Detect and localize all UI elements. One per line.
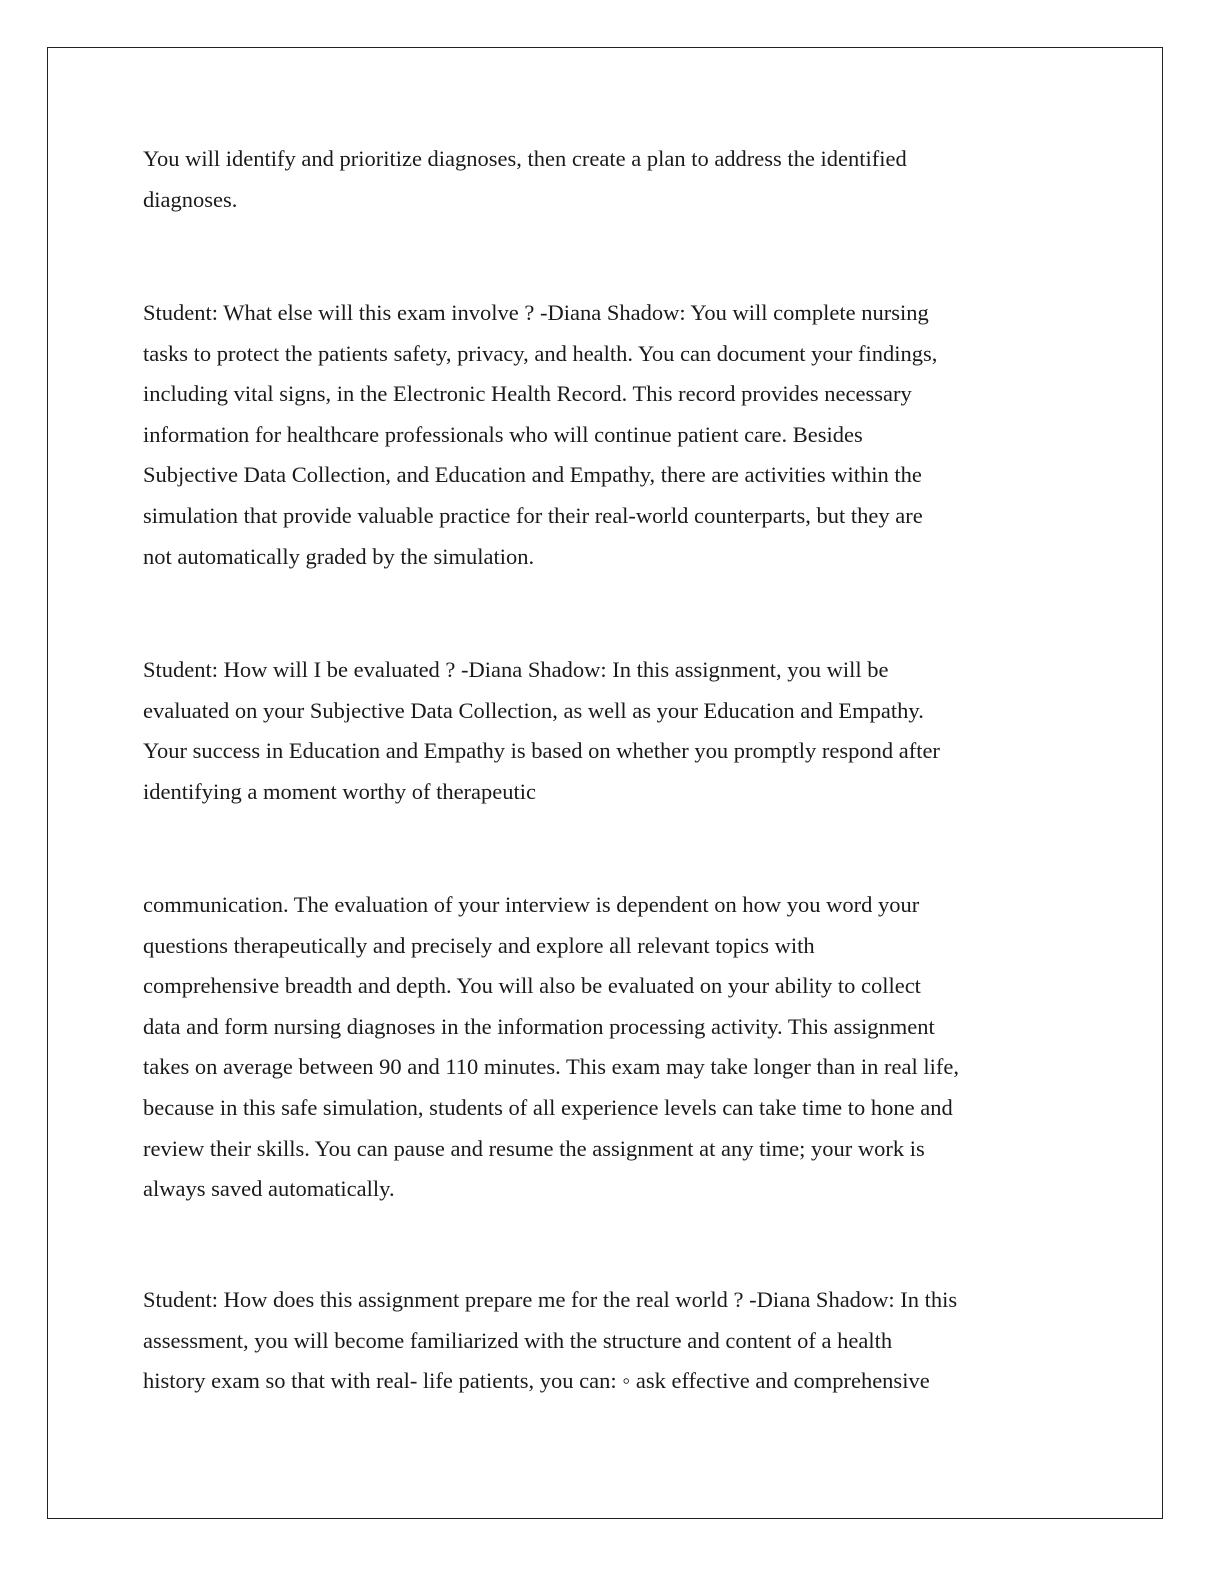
text-line: review their skills. You can pause and resume the assignment at any time; your work is [143, 1135, 925, 1161]
text-line: Your success in Education and Empathy is based on whether you promptly respond after [143, 738, 940, 764]
text-line: takes on average between 90 and 110 minutes. This exam may take longer than in real life, [143, 1054, 959, 1080]
text-line: Subjective Data Collection, and Education and Empathy, there are activities within the [143, 462, 922, 488]
text-line: Student: How will I be evaluated ? -Diana Shadow: In this assignment, you will be [143, 657, 889, 682]
paragraph-diagnoses-plan [143, 139, 907, 220]
text-line: always saved automatically. [143, 1176, 395, 1202]
text-line: assessment, you will become familiarized with the structure and content of a health [143, 1327, 893, 1353]
text-line: questions therapeutically and precisely and explore all relevant topics with [143, 932, 815, 958]
paragraph-evaluation [143, 650, 940, 812]
text-line: data and form nursing diagnoses in the information processing activity. This assignment [143, 1013, 935, 1039]
text-line: identifying a moment worthy of therapeutic [143, 778, 537, 804]
text-line: not automatically graded by the simulation. [143, 543, 535, 569]
text-line: Student: What else will this exam involve ? -Diana Shadow: You will complete nursing [143, 300, 929, 325]
text-line: tasks to protect the patients safety, privacy, and health. You can document your findings, [143, 340, 938, 366]
paragraph-exam-involve [143, 293, 937, 577]
text-line: information for healthcare professionals who will continue patient care. Besides [143, 421, 863, 447]
paragraph-real-world [143, 1280, 957, 1402]
paragraph-communication [143, 885, 959, 1210]
text-line: because in this safe simulation, students of all experience levels can take time to hone and [143, 1094, 953, 1120]
text-line: comprehensive breadth and depth. You will also be evaluated on your ability to collect [143, 973, 921, 999]
text-line: You will identify and prioritize diagnoses, then create a plan to address the identified [143, 146, 907, 171]
text-line: Student: How does this assignment prepare me for the real world ? -Diana Shadow: In this [143, 1287, 958, 1312]
text-line: simulation that provide valuable practice for their real-world counterparts, but they are [143, 502, 923, 528]
text-line: communication. The evaluation of your interview is dependent on how you word your [143, 892, 920, 917]
text-line: evaluated on your Subjective Data Collection, as well as your Education and Empathy. [143, 697, 924, 723]
text-line: including vital signs, in the Electronic Health Record. This record provides necessary [143, 381, 912, 407]
text-line: diagnoses. [143, 186, 238, 212]
text-line: history exam so that with real- life patients, you can: ◦ ask effective and comprehensive [143, 1368, 930, 1394]
